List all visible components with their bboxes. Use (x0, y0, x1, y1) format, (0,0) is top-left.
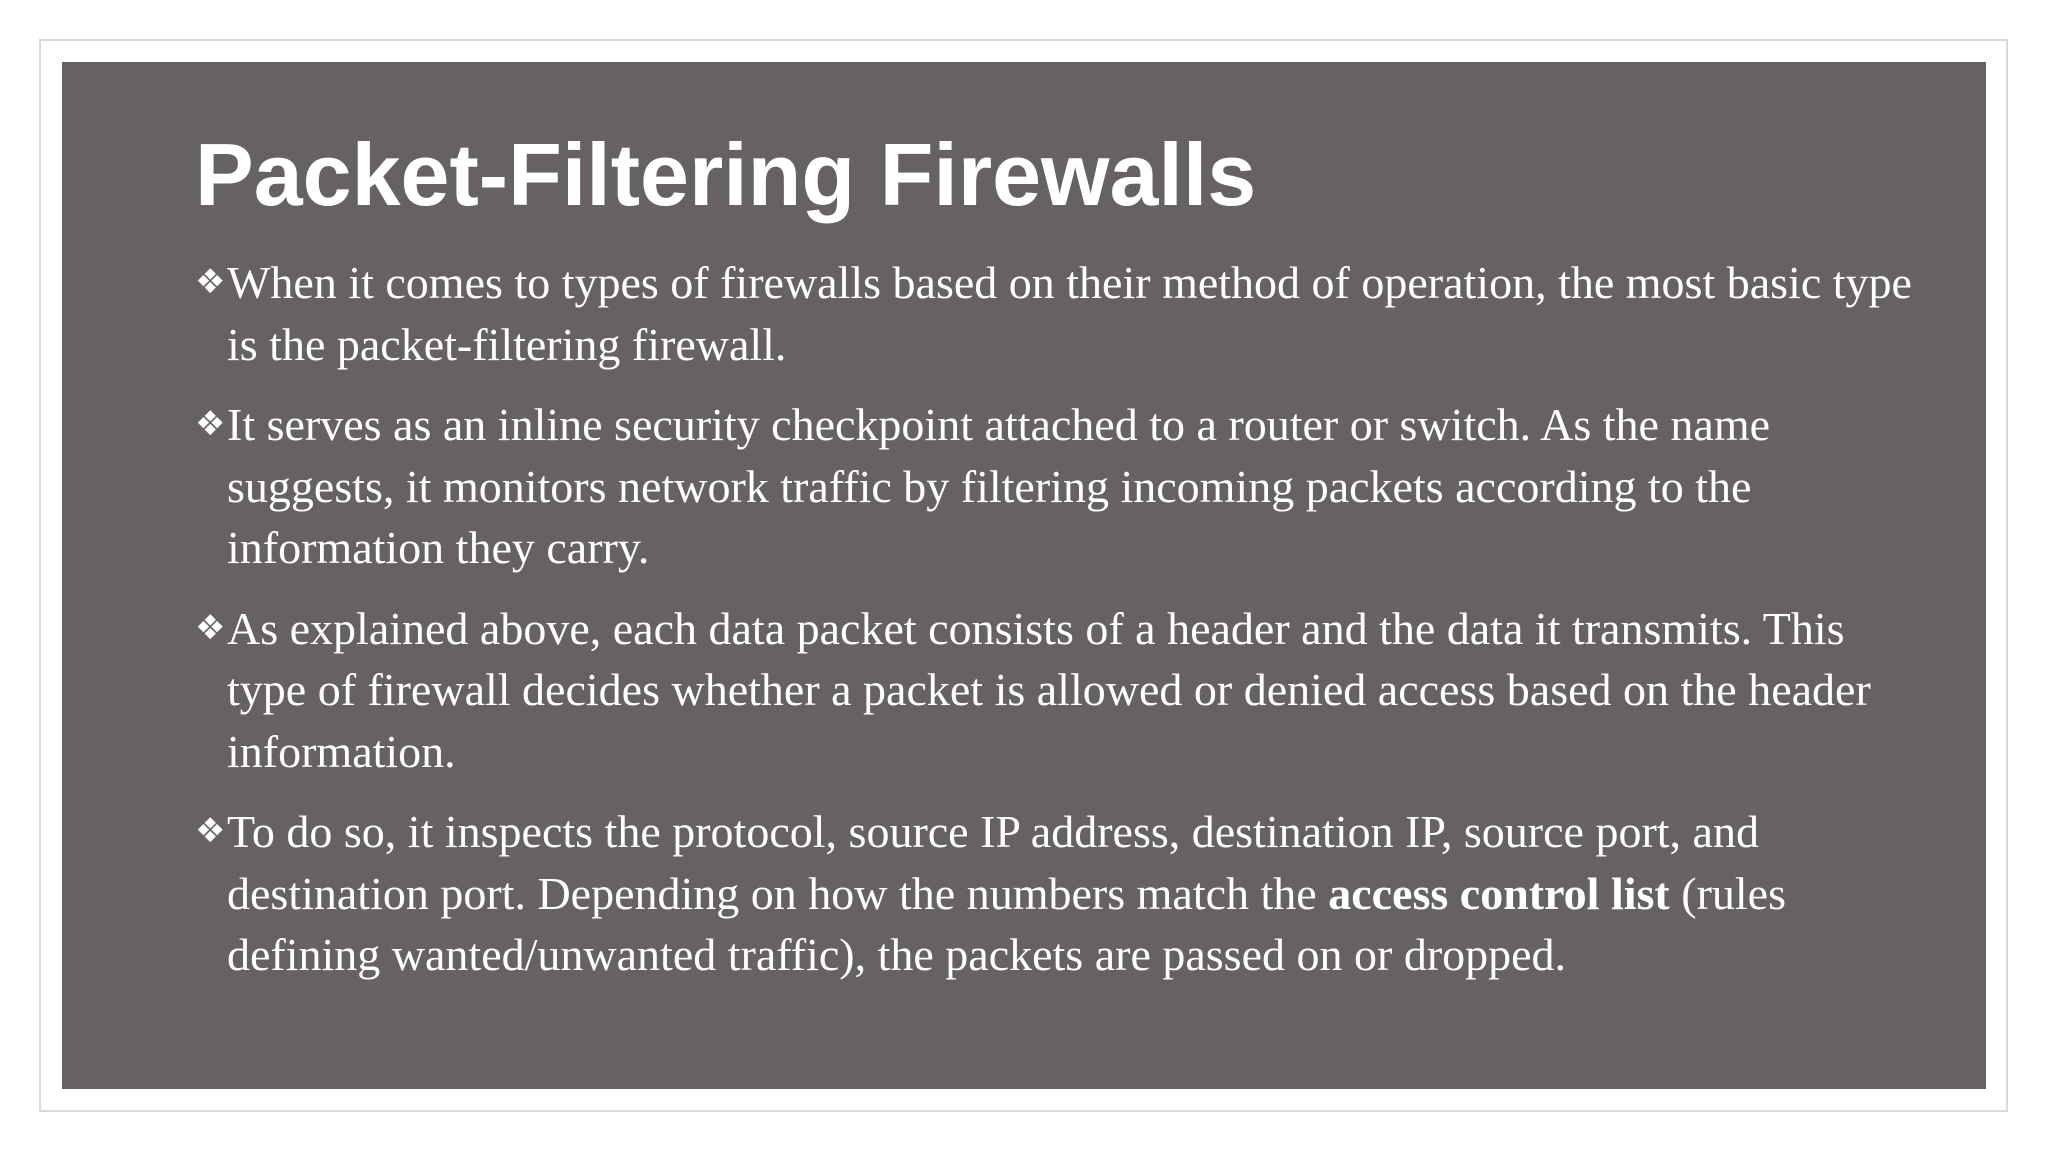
bullet-text: When it comes to types of firewalls based on their method of operation, the most basic type is the packet-filtering firewall. (227, 257, 1912, 370)
four-diamond-bullet-icon: ❖ (195, 262, 226, 302)
access-control-list-term: access control list (1328, 867, 1670, 919)
bullet-item-4 (197, 801, 1917, 986)
bullet-item-1 (197, 252, 1917, 375)
slide (62, 62, 1986, 1089)
four-diamond-bullet-icon: ❖ (195, 607, 226, 648)
bullet-text-after: (rules defining wanted/unwanted traffic), the packets are passed on or dropped. (227, 867, 1786, 980)
four-diamond-bullet-icon: ❖ (195, 811, 226, 851)
four-diamond-bullet-icon: ❖ (195, 404, 226, 444)
bullet-item-3 (197, 598, 1917, 783)
bullet-list (197, 252, 1917, 1005)
bullet-text: It serves as an inline security checkpoint attached to a router or switch. As the name suggests, it monitors network traffic by filtering incoming packets according to the information they carry. (227, 399, 1771, 573)
bullet-text: As explained above, each data packet consists of a header and the data it transmits. This type of firewall decides whether a packet is allowed or denied access based on the header information. (227, 602, 1871, 777)
slide-title: Packet-Filtering Firewalls (195, 125, 1257, 224)
bullet-text (227, 806, 1786, 980)
bullet-item-2 (197, 394, 1917, 579)
bullet-text-before: To do so, it inspects the protocol, source IP address, destination IP, source port, and destination port. Depending on how the numbers match the (227, 806, 1759, 919)
